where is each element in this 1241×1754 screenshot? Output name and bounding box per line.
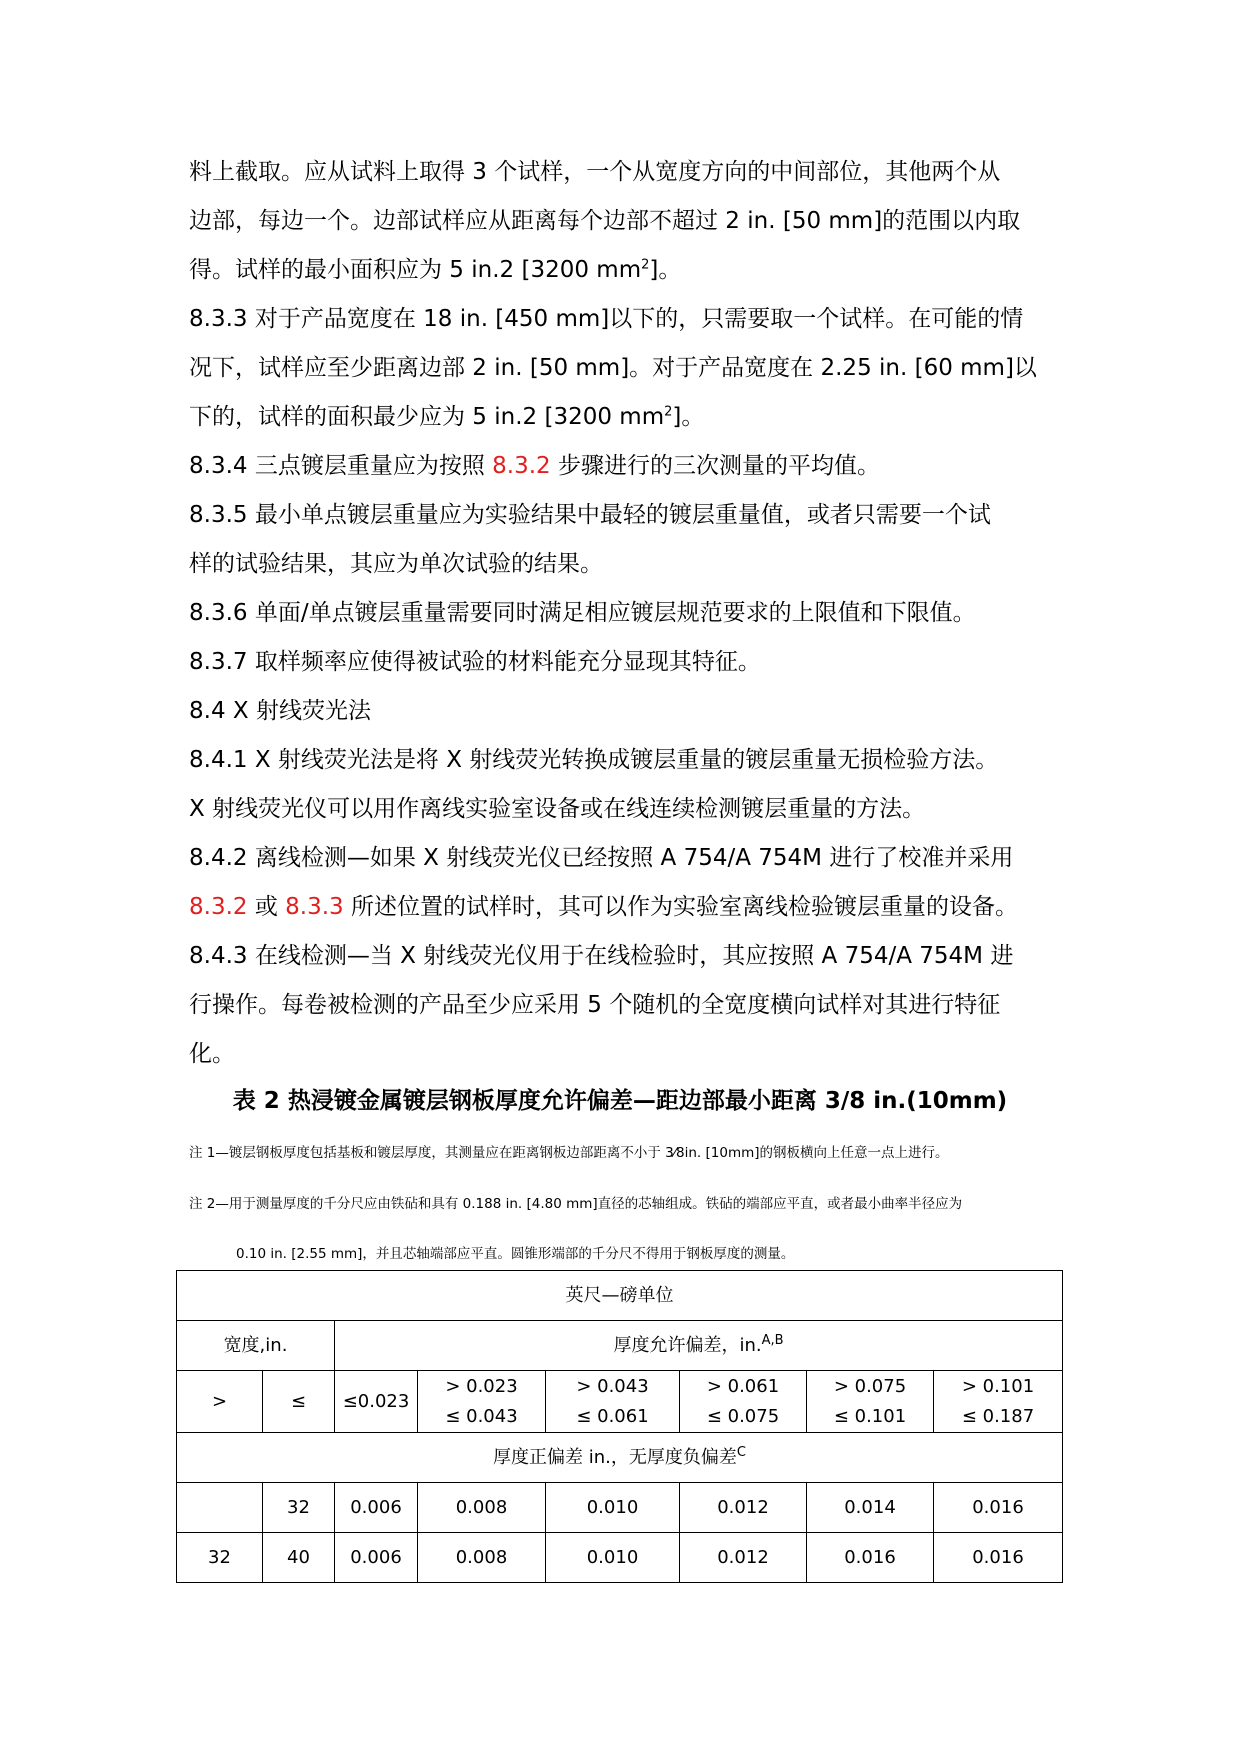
text-line: 行操作。每卷被检测的产品至少应采用 5 个随机的全宽度横向试样对其进行特征 — [189, 992, 1001, 1018]
tolerance-cell: 0.016 — [934, 1483, 1063, 1533]
section-heading: 8.4 X 射线荧光法 — [189, 698, 371, 724]
tolerance-cell: 0.010 — [546, 1483, 680, 1533]
tolerance-cell: 0.008 — [418, 1483, 546, 1533]
tolerance-cell: 0.006 — [335, 1533, 418, 1583]
text-line: 化。 — [189, 1041, 235, 1067]
text-line: 况下，试样应至少距离边部 2 in. [50 mm]。对于产品宽度在 2.25 in. [60 mm]以 — [189, 355, 1037, 381]
text-line: 料上截取。应从试料上取得 3 个试样，一个从宽度方向的中间部位，其他两个从 — [189, 159, 1001, 185]
width-le-cell: 40 — [263, 1533, 335, 1583]
width-le-header: ≤ — [263, 1371, 335, 1433]
width-gt-cell — [177, 1483, 263, 1533]
thickness-range: ≤0.023 — [335, 1371, 418, 1433]
table-note: 0.10 in. [2.55 mm]，并且芯轴端部应平直。圆锥形端部的千分尺不得用于钢板厚度的测量。 — [236, 1246, 795, 1262]
text-line: 边部，每边一个。边部试样应从距离每个边部不超过 2 in. [50 mm]的范围以内取 — [189, 208, 1021, 234]
width-gt-cell: 32 — [177, 1533, 263, 1583]
width-le-cell: 32 — [263, 1483, 335, 1533]
text-line: 8.4.2 离线检测—如果 X 射线荧光仪已经按照 A 754/A 754M 进行了校准并采用 — [189, 845, 1014, 871]
tolerance-cell: 0.006 — [335, 1483, 418, 1533]
thickness-range: > 0.061 ≤ 0.075 — [680, 1371, 807, 1433]
text-line: 下的，试样的面积最少应为 5 in.2 [3200 $mm^2$]。 — [189, 404, 705, 430]
text-line: 8.3.7 取样频率应使得被试验的材料能充分显现其特征。 — [189, 649, 761, 675]
tolerance-cell: 0.010 — [546, 1533, 680, 1583]
thickness-range: > 0.075 ≤ 0.101 — [807, 1371, 934, 1433]
thickness-range: > 0.101 ≤ 0.187 — [934, 1371, 1063, 1433]
thickness-range: > 0.023 ≤ 0.043 — [418, 1371, 546, 1433]
table-row — [177, 1533, 1063, 1583]
text-line: 8.4.3 在线检测—当 X 射线荧光仪用于在线检验时，其应按照 A 754/A 754M 进 — [189, 943, 1014, 969]
table-caption: 表 2 热浸镀金属镀层钢板厚度允许偏差—距边部最小距离 3/8 in.(10mm) — [232, 1088, 1008, 1114]
table-note: 注 2—用于测量厚度的千分尺应由铁砧和具有 0.188 in. [4.80 mm]直径的芯轴组成。铁砧的端部应平直，或者最小曲率半径应为 — [189, 1196, 963, 1212]
text-line: 得。试样的最小面积应为 5 in.2 [3200 $mm^2$]。 — [189, 257, 682, 283]
tolerance-cell: 0.016 — [934, 1533, 1063, 1583]
width-header: 宽度,in. — [177, 1321, 335, 1371]
unit-header: 英尺—磅单位 — [177, 1271, 1063, 1321]
cross-ref-link[interactable]: 8.3.2 — [189, 894, 248, 920]
tolerance-cell: 0.012 — [680, 1533, 807, 1583]
thickness-range: > 0.043 ≤ 0.061 — [546, 1371, 680, 1433]
text-line: 8.3.3 对于产品宽度在 18 in. [450 mm]以下的，只需要取一个试样。在可能的情 — [189, 306, 1024, 332]
text-line: 8.4.1 X 射线荧光法是将 X 射线荧光转换成镀层重量的镀层重量无损检验方法。 — [189, 747, 999, 773]
tolerance-cell: 0.016 — [807, 1533, 934, 1583]
text-line: 8.3.2 或 8.3.3 所述位置的试样时，其可以作为实验室离线检验镀层重量的设备。 — [189, 894, 1018, 920]
width-gt-header: > — [177, 1371, 263, 1433]
tolerance-header: 厚度允许偏差，in.$^{A,B}$ — [335, 1321, 1063, 1371]
table-note: 注 1—镀层钢板厚度包括基板和镀层厚度，其测量应在距离钢板边部距离不小于 3⁄8in. [10mm]的钢板横向上任意一点上进行。 — [189, 1145, 949, 1161]
cross-ref-link[interactable]: 8.3.2 — [492, 453, 551, 479]
text-line: 8.3.6 单面/单点镀层重量需要同时满足相应镀层规范要求的上限值和下限值。 — [189, 600, 976, 626]
tolerance-cell: 0.012 — [680, 1483, 807, 1533]
text-line: X 射线荧光仪可以用作离线实验室设备或在线连续检测镀层重量的方法。 — [189, 796, 926, 822]
text-line: 8.3.5 最小单点镀层重量应为实验结果中最轻的镀层重量值，或者只需要一个试 — [189, 502, 991, 528]
tolerance-cell: 0.008 — [418, 1533, 546, 1583]
table-row — [177, 1483, 1063, 1533]
text-line: 8.3.4 三点镀层重量应为按照 8.3.2 步骤进行的三次测量的平均值。 — [189, 453, 880, 479]
thickness-tolerance-table — [176, 1270, 1063, 1583]
tolerance-cell: 0.014 — [807, 1483, 934, 1533]
positive-tolerance-header: 厚度正偏差 in.，无厚度负偏差$^C$ — [177, 1433, 1063, 1483]
cross-ref-link[interactable]: 8.3.3 — [285, 894, 344, 920]
text-line: 样的试验结果，其应为单次试验的结果。 — [189, 551, 603, 577]
